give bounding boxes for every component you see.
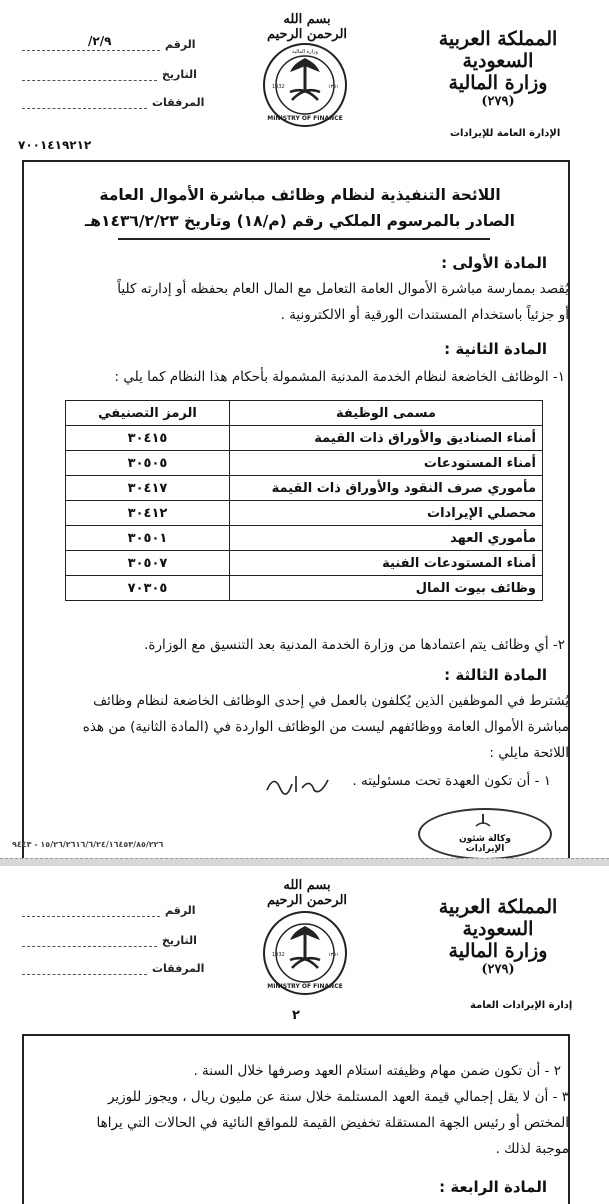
attachments-line xyxy=(22,108,147,109)
job-title-cell: وظائف بيوت المال xyxy=(230,576,543,601)
job-title-cell: أمناء المستودعات xyxy=(230,451,543,476)
article-3-item-1: ١ - أن تكون العهدة تحت مسئوليته . xyxy=(352,773,551,789)
table-row xyxy=(66,451,543,476)
table-row xyxy=(66,501,543,526)
emblem-en-text: MINISTRY OF FINANCE xyxy=(267,983,343,990)
attachments-label: المرفقات xyxy=(152,96,205,109)
official-stamp xyxy=(418,808,552,860)
ministry-number-badge: (٢٧٩) xyxy=(481,94,515,109)
ministry-number-badge: (٢٧٩) xyxy=(481,962,515,977)
table-row xyxy=(66,551,543,576)
table-row xyxy=(66,476,543,501)
emblem-en-text: MINISTRY OF FINANCE xyxy=(267,115,343,122)
table-header-code: الرمز التصنيفي xyxy=(66,401,230,426)
emblem-ar-text: وزارة المالية xyxy=(292,49,318,55)
page-number: ٢ xyxy=(292,1008,300,1023)
ministry-name: وزارة المالية xyxy=(448,940,548,962)
table-header-job-title: مسمى الوظيفة xyxy=(230,401,543,426)
basmala-calligraphy: بسم الله الرحمن الرحيم xyxy=(266,878,348,908)
table-row xyxy=(66,576,543,601)
page-2-item-3-line-3: موجبة لذلك . xyxy=(495,1141,569,1157)
basmala-calligraphy: بسم الله الرحمن الرحيم xyxy=(266,12,348,42)
ref-number-line xyxy=(22,916,160,917)
kingdom-name: المملكة العربية السعودية xyxy=(438,896,558,940)
job-code-cell: ٣٠٥٠٧ xyxy=(66,551,230,576)
table-row xyxy=(66,426,543,451)
ministry-name: وزارة المالية xyxy=(448,72,548,94)
job-title-cell: أمناء المستودعات الفنية xyxy=(230,551,543,576)
job-code-cell: ٣٠٤١٧ xyxy=(66,476,230,501)
article-3-line-2: مباشرة الأموال العامة ووظائفهم ليست من الوظائف الواردة في (المادة الثانية) من هذه xyxy=(82,719,569,735)
job-title-cell: مأموري صرف النقود والأوراق ذات القيمة xyxy=(230,476,543,501)
table-row xyxy=(66,526,543,551)
footer-code: ١٥/٢٦/٢٦١٦/٦/٢٤/١٦٤٥٣/٨٥/٢٢٦ - ٩٤٤٣ xyxy=(12,840,164,849)
document-serial: ٧٠٠١٤١٩٢١٢ xyxy=(18,138,92,152)
emblem-year-right: ١٣٥١ xyxy=(328,84,339,90)
job-code-cell: ٧٠٣٠٥ xyxy=(66,576,230,601)
article-2-intro: ١- الوظائف الخاضعة لنظام الخدمة المدنية المشمولة بأحكام هذا النظام كما يلي : xyxy=(114,369,565,385)
attachments-line xyxy=(22,974,147,975)
article-1-line-1: يُقصد بممارسة مباشرة الأموال العامة التعامل مع المال العام بحفظه أو إدارته كلياً xyxy=(117,281,569,297)
handwritten-signature-icon xyxy=(262,770,332,798)
article-4-heading: المادة الرابعة : xyxy=(439,1178,547,1196)
jobs-table xyxy=(65,400,543,601)
emblem-year-left: 1932 xyxy=(272,84,285,90)
date-label: التاريخ xyxy=(162,68,197,81)
date-line xyxy=(22,946,157,947)
document-page-2 xyxy=(0,866,609,1200)
department-name: إدارة الإيرادات العامة xyxy=(470,1000,573,1011)
emblem-year-left: 1932 xyxy=(272,952,285,958)
job-code-cell: ٣٠٥٠٥ xyxy=(66,451,230,476)
ref-number-label: الرقم xyxy=(165,38,196,51)
document-title-line-2: الصادر بالمرسوم الملكي رقم (م/١٨) وتاريخ ١٤٣٦/٢/٢٣هـ xyxy=(85,212,515,230)
page-2-item-3-line-1: ٣ - أن لا يقل إجمالي قيمة العهد المستلمة خلال سنة عن مليون ريال ، ويجوز للوزير xyxy=(107,1089,569,1105)
department-name: الإدارة العامة للإيرادات xyxy=(450,128,561,139)
article-3-heading: المادة الثالثة : xyxy=(444,666,547,684)
article-3-line-3: اللائحة مايلي : xyxy=(489,745,569,761)
ref-number-label: الرقم xyxy=(165,904,196,917)
job-title-cell: أمناء الصناديق والأوراق ذات القيمة xyxy=(230,426,543,451)
date-line xyxy=(22,80,157,81)
date-label: التاريخ xyxy=(162,934,197,947)
job-code-cell: ٣٠٤١٥ xyxy=(66,426,230,451)
emblem-year-right: ١٣٥١ xyxy=(328,952,339,958)
attachments-label: المرفقات xyxy=(152,962,205,975)
article-3-line-1: يُشترط في الموظفين الذين يُكلفون بالعمل في إحدى الوظائف الخاضعة لنظام وظائف xyxy=(93,693,569,709)
article-2-heading: المادة الثانية : xyxy=(444,340,547,358)
page-2-item-3-line-2: المختص أو رئيس الجهة المستقلة تخفيض القيمة للمواقع النائية في الحالات التي يراها xyxy=(96,1115,569,1131)
article-1-heading: المادة الأولى : xyxy=(441,254,547,272)
job-code-cell: ٣٠٥٠١ xyxy=(66,526,230,551)
stamp-text: وكالة شئون الإيرادات xyxy=(458,834,512,854)
ministry-emblem-icon xyxy=(262,910,348,996)
article-2-item-2: ٢- أي وظائف يتم اعتمادها من وزارة الخدمة المدنية بعد التنسيق مع الوزارة. xyxy=(144,637,565,653)
page-2-item-2: ٢ - أن تكون ضمن مهام وظيفته استلام العهد وصرفها خلال السنة . xyxy=(193,1063,561,1079)
ref-number-line xyxy=(22,50,160,51)
ministry-emblem-icon xyxy=(262,42,348,128)
job-title-cell: محصلي الإيرادات xyxy=(230,501,543,526)
ref-number-value: /٢/٩ xyxy=(88,34,112,48)
stamp-emblem-icon xyxy=(472,812,494,830)
article-1-line-2: أو جزئياً باستخدام المستندات الورقية أو الالكترونية . xyxy=(280,307,569,323)
title-underline xyxy=(118,238,490,240)
ministry-header xyxy=(408,896,588,977)
table-header-row xyxy=(66,401,543,426)
kingdom-name: المملكة العربية السعودية xyxy=(438,28,558,72)
job-title-cell: مأموري العهد xyxy=(230,526,543,551)
job-code-cell: ٣٠٤١٢ xyxy=(66,501,230,526)
ministry-header xyxy=(408,28,588,109)
document-title-line-1: اللائحة التنفيذية لنظام وظائف مباشرة الأموال العامة xyxy=(99,186,501,204)
